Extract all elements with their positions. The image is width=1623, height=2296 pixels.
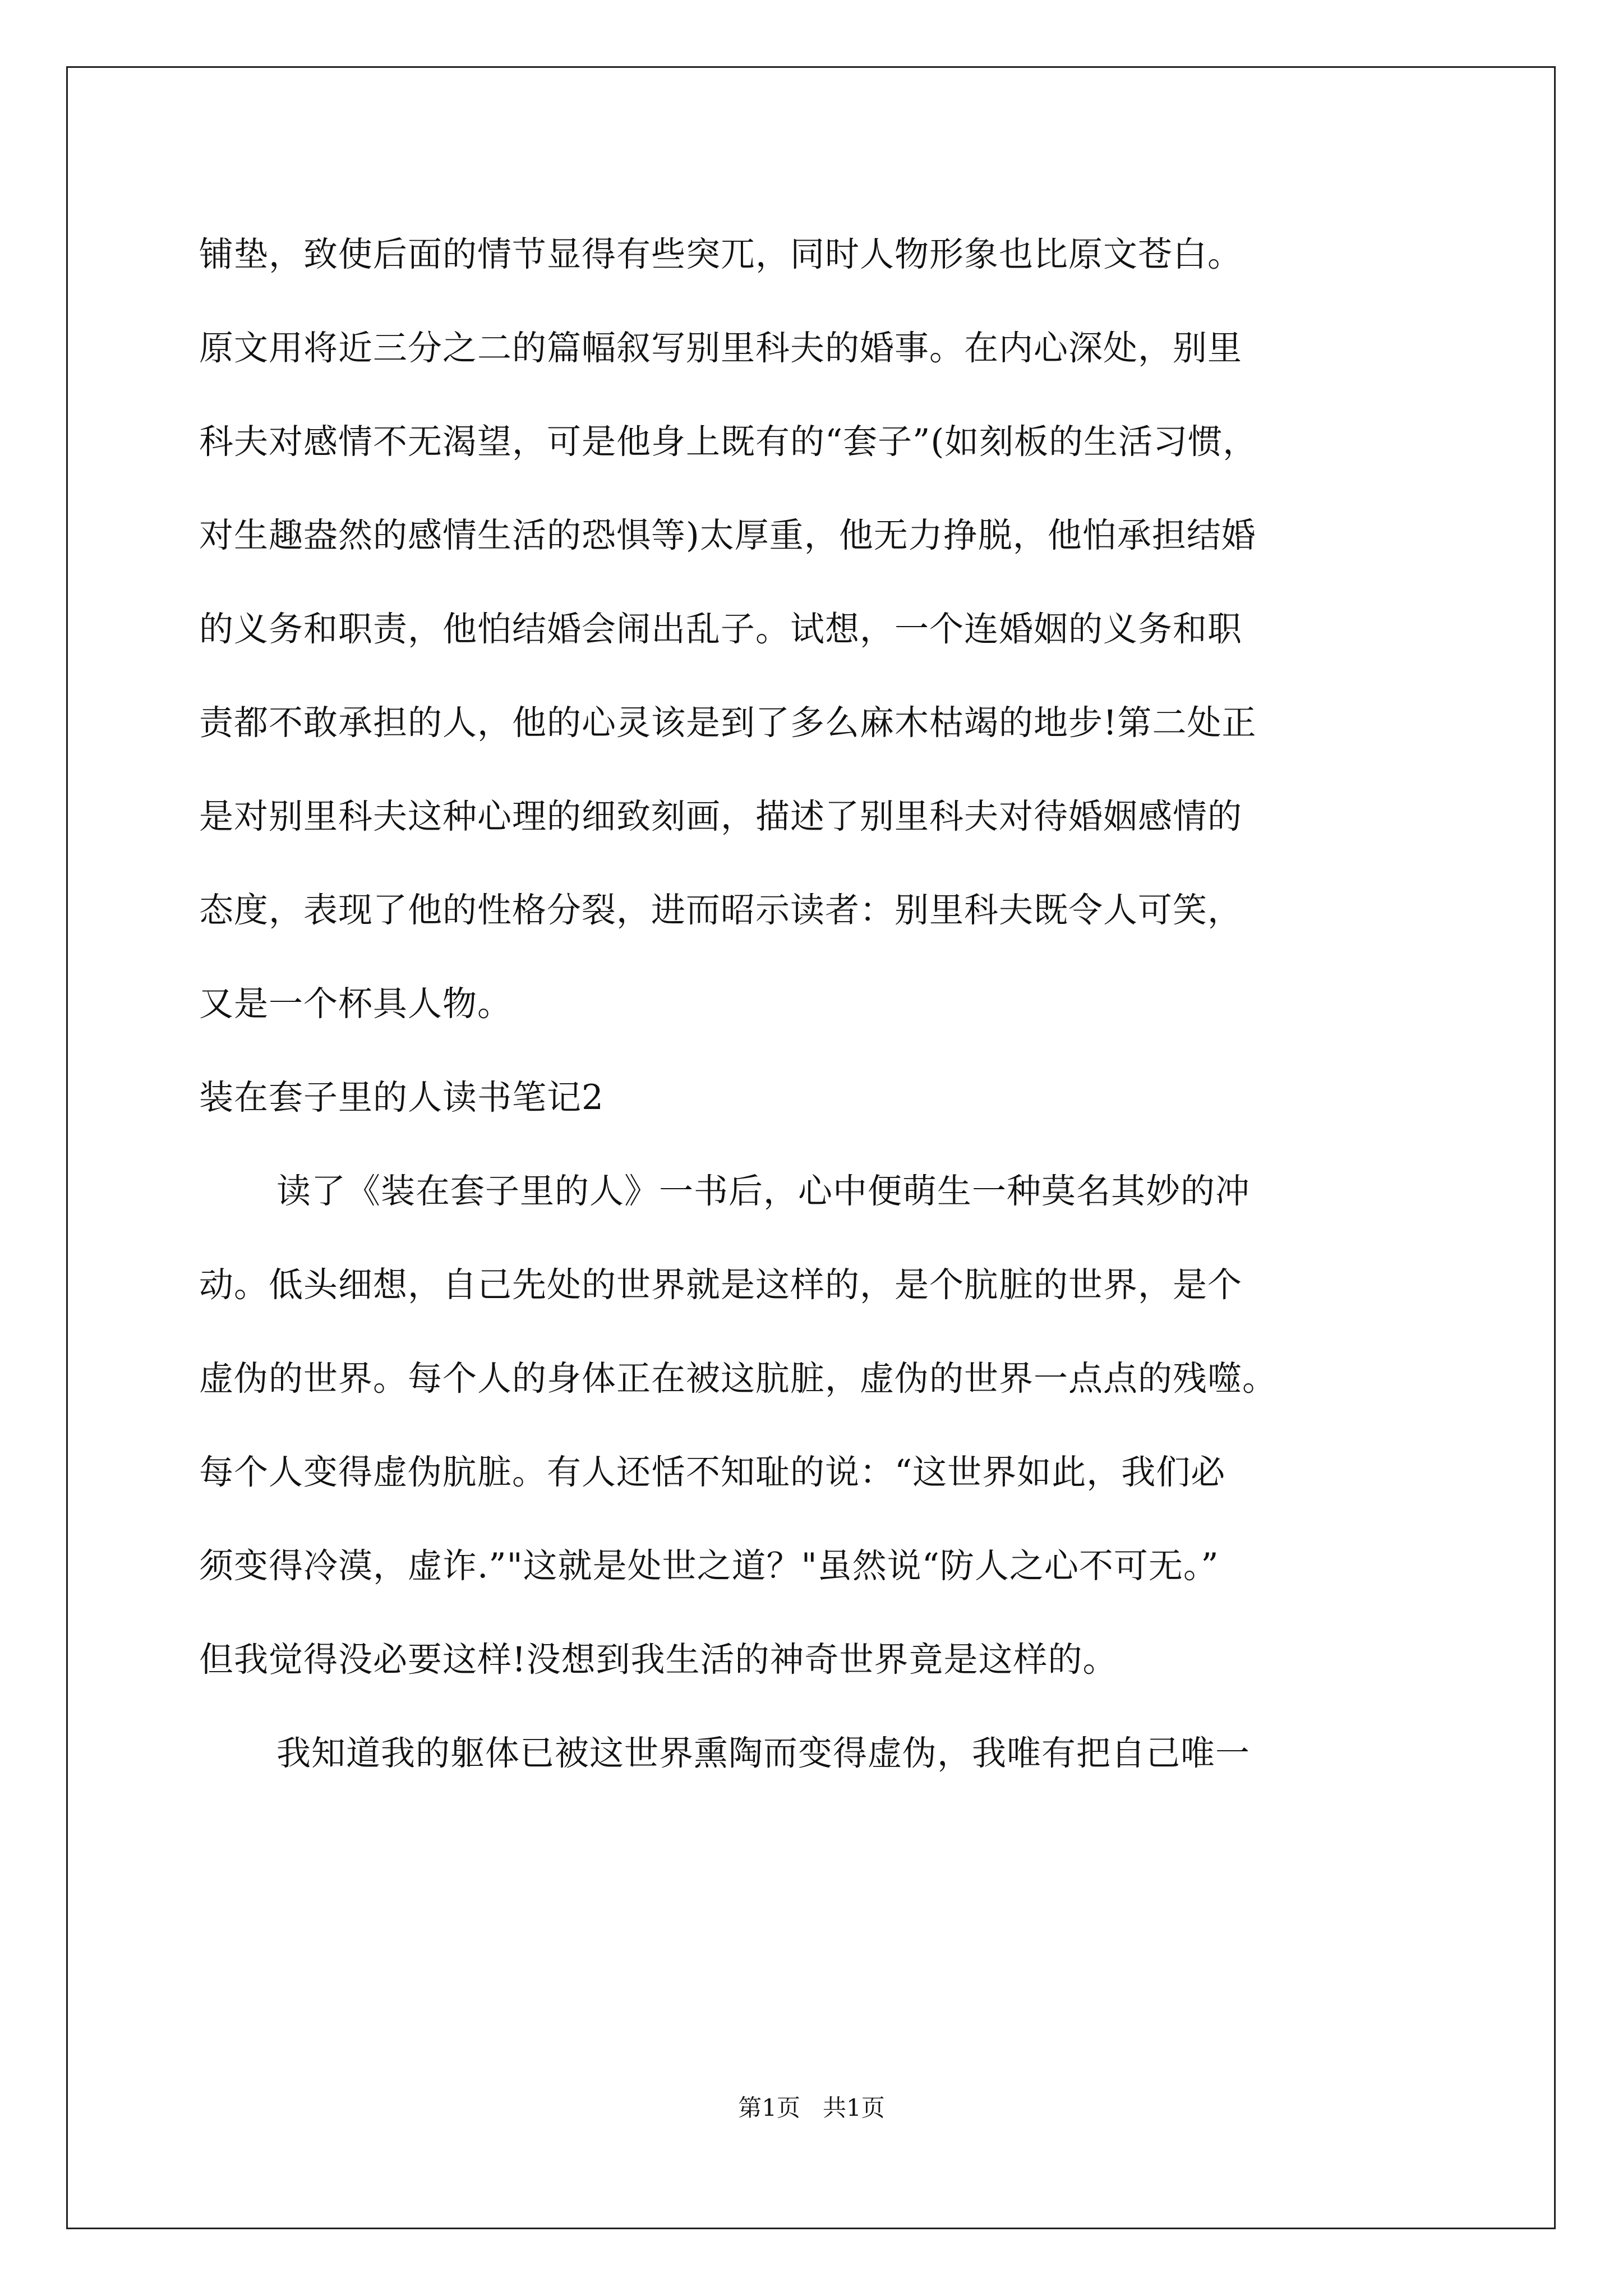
page-footer	[0, 2091, 1623, 2125]
text-line: 又是一个杯具人物。	[199, 984, 513, 1024]
page-number: 第1页	[738, 2094, 800, 2122]
text-line: 的义务和职责，他怕结婚会闹出乱子。试想，一个连婚姻的义务和职	[199, 609, 1243, 649]
text-line: 科夫对感情不无渴望，可是他身上既有的“套子”(如刻板的生活习惯，	[199, 422, 1258, 462]
text-line: 须变得冷漠，虚诈.”"这就是处世之道？"虽然说“防人之心不可无。”	[199, 1546, 1219, 1586]
text-line: 铺垫，致使后面的情节显得有些突兀，同时人物形象也比原文苍白。	[199, 234, 1243, 274]
page-total: 共1页	[823, 2094, 885, 2122]
text-line: 对生趣盎然的感情生活的恐惧等)太厚重，他无力挣脱，他怕承担结婚	[199, 516, 1256, 555]
paragraph-first-line: 我知道我的躯体已被这世界熏陶而变得虚伪，我唯有把自己唯一	[276, 1733, 1251, 1773]
text-line: 责都不敢承担的人，他的心灵该是到了多么麻木枯竭的地步!第二处正	[199, 703, 1257, 743]
text-line: 每个人变得虚伪肮脏。有人还恬不知耻的说：“这世界如此，我们必	[199, 1452, 1226, 1492]
text-line: 虚伪的世界。每个人的身体正在被这肮脏，虚伪的世界一点点的残噬。	[199, 1359, 1278, 1398]
text-line: 原文用将近三分之二的篇幅叙写别里科夫的婚事。在内心深处，别里	[199, 328, 1243, 368]
text-line: 动。低头细想，自己先处的世界就是这样的，是个肮脏的世界，是个	[199, 1265, 1243, 1305]
document-body	[199, 208, 1433, 1800]
text-line: 态度，表现了他的性格分裂，进而昭示读者：别里科夫既令人可笑，	[199, 890, 1243, 930]
paragraph-first-line: 读了《装在套子里的人》一书后，心中便萌生一种莫名其妙的冲	[276, 1171, 1251, 1211]
text-line: 但我觉得没必要这样!没想到我生活的神奇世界竟是这样的。	[199, 1640, 1118, 1680]
text-line: 是对别里科夫这种心理的细致刻画，描述了别里科夫对待婚姻感情的	[199, 797, 1243, 836]
section-heading: 装在套子里的人读书笔记2	[199, 1078, 604, 1117]
